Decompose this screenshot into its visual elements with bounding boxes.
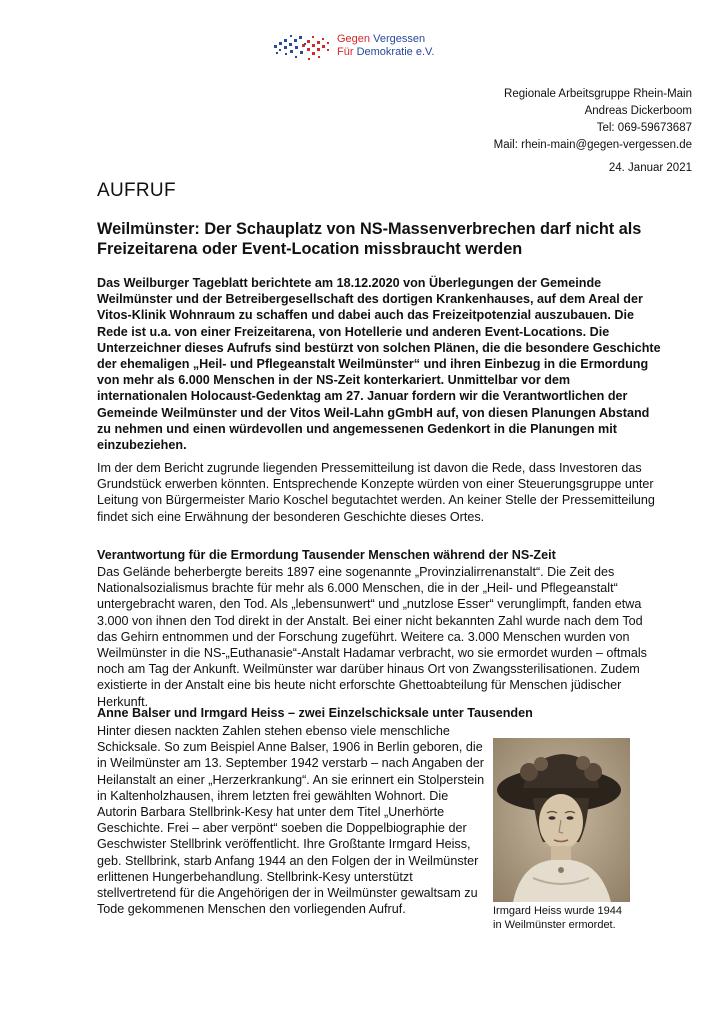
logo-word-vergessen: Vergessen bbox=[373, 33, 426, 45]
section-heading-individual-fates: Anne Balser und Irmgard Heiss – zwei Einzelschicksale unter Tausenden bbox=[97, 706, 533, 720]
contact-block bbox=[494, 86, 692, 154]
document-title: Weilmünster: Der Schauplatz von NS-Massenverbrechen darf nicht als Freizeitarena oder Event-Location missbraucht werden bbox=[97, 220, 642, 258]
logo-word-fuer: Für bbox=[337, 46, 354, 58]
logo-word-demokratie: Demokratie e.V. bbox=[356, 46, 435, 58]
logo-text-line1 bbox=[337, 33, 425, 46]
portrait-photo bbox=[493, 738, 630, 902]
document-date: 24. Januar 2021 bbox=[608, 162, 692, 174]
section-body-responsibility: Das Gelände beherbergte bereits 1897 eine sogenannte „Provinzialirrenanstalt“. Die Zeit des Nationalsozialismus brachte für mehr als 6.000 Menschen, die in der „Heil- und Pflegeanstalt“ untergebracht waren, den Tod. Als „lebensunwert“ und „nutzlose Esser“ verunglimpft, fanden etwa 3.000 von ihnen den Tod direkt in der Anstalt. Bei einer nicht bekannten Zahl wurde nach dem Tod das Gehirn entnommen und der Forschung zugeführt. Weitere ca. 3.000 Menschen wurden von Weilmünster in die NS-„Euthanasie“-Anstalt Hadamar verbracht, wo sie ermordet wurden – oftmals noch am Tag der Ankunft. Weilmünster war darüber hinaus Ort von Zwangssterilisationen. Zudem existierte in der Anstalt eine bis heute nicht erforschte Ghettoabteilung für Menschen jüdischer Herkunft. bbox=[97, 565, 647, 709]
contact-phone: Tel: 069-59673687 bbox=[596, 122, 692, 134]
logo-dots-mark bbox=[272, 31, 334, 65]
document-heading: AUFRUF bbox=[97, 180, 176, 201]
logo-word-gegen: Gegen bbox=[337, 33, 371, 45]
contact-group: Regionale Arbeitsgruppe Rhein-Main bbox=[504, 88, 692, 100]
section-body-individual-fates: Hinter diesen nackten Zahlen stehen ebenso viele menschliche Schicksale. So zum Beispiel Anne Balser, 1906 in Berlin geboren, die in Weilmünster am 13. September 1942 verstarb – nach Angaben der Heilanstalt an einer „Herzerkrankung“. An sie erinnert ein Stolperstein in Kaltenholzhausen, ihrem letzten frei gewählten Wohnort. Die Autorin Barbara Stellbrink-Kesy hat unter dem Titel „Unerhörte Geschichte. Frei – aber verpönt“ soeben die Doppelbiographie der Geschwister Stellbrink veröffentlicht. Ihre Großtante Irmgard Heiss, geb. Stellbrink, starb Anfang 1944 an den Folgen der in Weilmünster erlittenen Hungerbehandlung. Stellbrink-Kesy unterstützt stellvertretend für die Angehörigen der in Weilmünster gewaltsam zu Tode gekommenen Menschen den vorliegenden Aufruf. bbox=[97, 724, 485, 917]
organization-logo bbox=[272, 27, 472, 67]
caption-line2: in Weilmünster ermordet. bbox=[493, 918, 616, 931]
contact-email[interactable]: Mail: rhein-main@gegen-vergessen.de bbox=[493, 139, 692, 151]
section-heading-responsibility: Verantwortung für die Ermordung Tausender Menschen während der NS-Zeit bbox=[97, 548, 556, 562]
paragraph-press-release: Im der dem Bericht zugrunde liegenden Pressemitteilung ist davon die Rede, dass Investoren das Grundstück erwerben könnten. Entsprechende Konzepte würden von einer Steuerungsgruppe unter Leitung von Bürgermeister Mario Koschel begutachtet werden. An keiner Stelle der Pressemitteilung findet sich eine Erwähnung der besonderen Geschichte dieses Ortes. bbox=[97, 461, 655, 524]
photo-caption bbox=[493, 905, 643, 932]
logo-text-line2 bbox=[337, 46, 434, 59]
caption-line1: Irmgard Heiss wurde 1944 bbox=[493, 905, 623, 917]
lead-paragraph: Das Weilburger Tageblatt berichtete am 18.12.2020 von Überlegungen der Gemeinde Weilmünster und der Betreibergesellschaft des dortigen Krankenhauses, auf dem Areal der Vitos-Klinik Wohnraum zu schaffen und dabei auch das Freizeitpotenzial auszubauen. Die Rede ist u.a. von einer Freizeitarena, von Hotellerie und anderen Event-Locations. Die Unterzeichner dieses Aufrufs sind bestürzt von solchen Plänen, die die besondere Geschichte der ehemaligen „Heil- und Pflegeanstalt Weilmünster“ und ihren Einbezug in die Ermordung von mehr als 6.000 Menschen in der NS-Zeit konterkariert. Unmittelbar vor dem internationalen Holocaust-Gedenktag am 27. Januar fordern wir die Verantwortlichen der Gemeinde Weilmünster und der Vitos Weil-Lahn gGmbH auf, von diesen Planungen Abstand zu nehmen und einen würdevollen und angemessenen Gedenkort in die Planungen mit einzubeziehen. bbox=[97, 276, 661, 453]
portrait-illustration bbox=[493, 738, 630, 902]
contact-name: Andreas Dickerboom bbox=[584, 105, 692, 117]
